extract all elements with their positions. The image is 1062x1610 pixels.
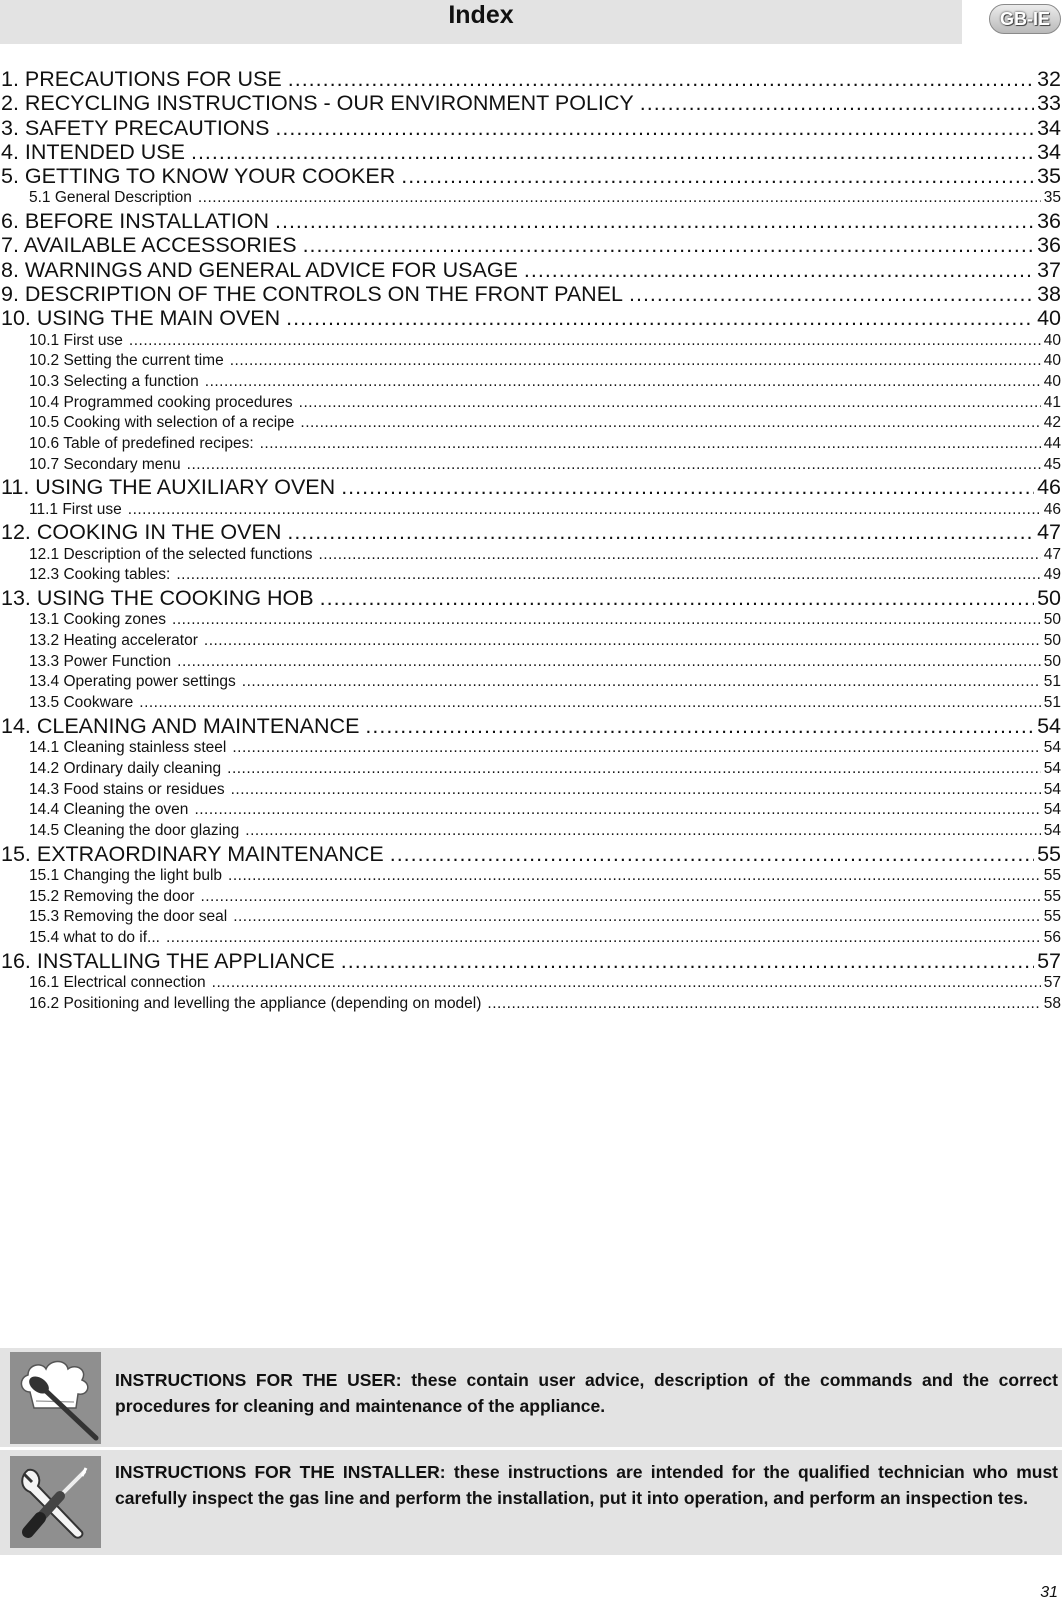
- toc-entry-page: 40: [1043, 331, 1061, 349]
- toc-entry-title: 11. USING THE AUXILIARY OVEN: [1, 475, 336, 500]
- toc-section-entry: [0, 164, 1062, 188]
- toc-entry-page: 33: [1037, 91, 1061, 116]
- toc-entry-page: 36: [1037, 209, 1061, 234]
- toc-leader-dots: [177, 652, 1041, 673]
- toc-leader-dots: [401, 164, 1034, 188]
- toc-section-entry: [0, 475, 1062, 499]
- toc-subsection-entry: [0, 393, 1062, 414]
- toc-subsection-entry: [0, 821, 1062, 842]
- toc-entry-title: 5. GETTING TO KNOW YOUR COOKER: [1, 164, 396, 189]
- toc-entry-page: 50: [1043, 652, 1061, 670]
- toc-subsection-entry: [0, 413, 1062, 434]
- toc-entry-title: 3. SAFETY PRECAUTIONS: [1, 115, 270, 140]
- toc-leader-dots: [194, 800, 1040, 821]
- toc-subsection-entry: [0, 672, 1062, 693]
- toc-subsection-entry: [0, 188, 1062, 209]
- toc-section-entry: [0, 949, 1062, 973]
- toc-entry-page: 51: [1043, 673, 1061, 691]
- toc-subsection-entry: [0, 351, 1062, 372]
- toc-section-entry: [0, 306, 1062, 330]
- toc-entry-page: 54: [1043, 801, 1061, 819]
- toc-leader-dots: [191, 140, 1034, 164]
- toc-subsection-entry: [0, 759, 1062, 780]
- toc-leader-dots: [288, 67, 1034, 91]
- toc-leader-dots: [187, 455, 1041, 476]
- toc-entry-page: 35: [1037, 164, 1061, 189]
- toc-section-entry: [0, 91, 1062, 115]
- table-of-contents: [0, 67, 1062, 1014]
- toc-leader-dots: [230, 351, 1041, 372]
- toc-leader-dots: [299, 393, 1041, 414]
- toc-entry-page: 54: [1043, 759, 1061, 777]
- toc-section-entry: [0, 233, 1062, 257]
- toc-leader-dots: [139, 693, 1040, 714]
- toc-leader-dots: [242, 672, 1041, 693]
- toc-subsection-entry: [0, 545, 1062, 566]
- toc-subsection-entry: [0, 565, 1062, 586]
- toc-leader-dots: [320, 586, 1034, 610]
- toc-section-entry: [0, 258, 1062, 282]
- toc-entry-title: 15. EXTRAORDINARY MAINTENANCE: [1, 841, 384, 866]
- toc-entry-page: 45: [1043, 455, 1061, 473]
- toc-entry-page: 55: [1037, 841, 1061, 866]
- toc-entry-title: 13. USING THE COOKING HOB: [1, 586, 314, 611]
- toc-section-entry: [0, 140, 1062, 164]
- toc-leader-dots: [166, 928, 1041, 949]
- toc-entry-title: 15.2 Removing the door: [29, 887, 195, 905]
- toc-leader-dots: [318, 545, 1040, 566]
- toc-entry-title: 15.3 Removing the door seal: [29, 908, 228, 926]
- toc-section-entry: [0, 586, 1062, 610]
- toc-leader-dots: [212, 973, 1041, 994]
- toc-subsection-entry: [0, 800, 1062, 821]
- toc-leader-dots: [204, 631, 1041, 652]
- toc-entry-title: 15.1 Changing the light bulb: [29, 866, 223, 884]
- toc-subsection-entry: [0, 994, 1062, 1015]
- toc-section-entry: [0, 209, 1062, 233]
- toc-leader-dots: [176, 565, 1040, 586]
- toc-entry-page: 41: [1043, 393, 1061, 411]
- toc-section-entry: [0, 520, 1062, 544]
- toc-leader-dots: [233, 907, 1041, 928]
- user-instructions-box: [0, 1348, 1062, 1447]
- toc-subsection-entry: [0, 372, 1062, 393]
- toc-entry-title: 13.3 Power Function: [29, 652, 172, 670]
- toc-leader-dots: [228, 866, 1041, 887]
- toc-leader-dots: [198, 188, 1041, 209]
- toc-entry-page: 36: [1037, 233, 1061, 258]
- toc-entry-title: 12. COOKING IN THE OVEN: [1, 520, 282, 545]
- toc-entry-page: 54: [1037, 713, 1061, 738]
- toc-entry-title: 1. PRECAUTIONS FOR USE: [1, 67, 282, 91]
- toc-entry-page: 32: [1037, 67, 1061, 91]
- toc-entry-title: 14.3 Food stains or residues: [29, 780, 225, 798]
- toc-entry-page: 54: [1043, 739, 1061, 757]
- toc-subsection-entry: [0, 887, 1062, 908]
- toc-entry-page: 47: [1037, 520, 1061, 545]
- toc-entry-page: 35: [1043, 189, 1061, 207]
- toc-entry-page: 55: [1043, 866, 1061, 884]
- toc-subsection-entry: [0, 780, 1062, 801]
- toc-entry-title: 16.1 Electrical connection: [29, 973, 206, 991]
- toc-subsection-entry: [0, 652, 1062, 673]
- toc-leader-dots: [205, 372, 1041, 393]
- toc-entry-title: 13.2 Heating accelerator: [29, 632, 198, 650]
- toc-entry-title: 5.1 General Description: [29, 189, 192, 207]
- toc-entry-title: 13.4 Operating power settings: [29, 673, 236, 691]
- toc-section-entry: [0, 842, 1062, 866]
- toc-leader-dots: [128, 500, 1041, 521]
- toc-entry-page: 50: [1043, 611, 1061, 629]
- toc-entry-title: 14.2 Ordinary daily cleaning: [29, 759, 222, 777]
- chef-hat-spoon-icon: [10, 1352, 101, 1444]
- toc-leader-dots: [129, 331, 1041, 352]
- toc-entry-page: 40: [1043, 373, 1061, 391]
- toc-entry-page: 55: [1043, 908, 1061, 926]
- toc-entry-title: 13.5 Cookware: [29, 694, 134, 712]
- toc-section-entry: [0, 116, 1062, 140]
- toc-entry-title: 14.5 Cleaning the door glazing: [29, 821, 240, 839]
- toc-entry-title: 10.2 Setting the current time: [29, 352, 224, 370]
- page-number: 31: [1040, 1584, 1058, 1601]
- toc-entry-page: 40: [1043, 352, 1061, 370]
- toc-entry-title: 10.5 Cooking with selection of a recipe: [29, 414, 295, 432]
- toc-entry-page: 46: [1043, 500, 1061, 518]
- toc-leader-dots: [524, 258, 1034, 282]
- toc-subsection-entry: [0, 907, 1062, 928]
- toc-section-entry: [0, 67, 1062, 91]
- toc-leader-dots: [200, 887, 1040, 908]
- toc-entry-page: 54: [1043, 780, 1061, 798]
- toc-subsection-entry: [0, 500, 1062, 521]
- toc-entry-title: 8. WARNINGS AND GENERAL ADVICE FOR USAGE: [1, 257, 518, 282]
- toc-entry-title: 10.4 Programmed cooking procedures: [29, 393, 293, 411]
- toc-entry-page: 57: [1037, 948, 1061, 973]
- toc-entry-title: 16. INSTALLING THE APPLIANCE: [1, 948, 335, 973]
- toc-entry-title: 14.4 Cleaning the oven: [29, 801, 189, 819]
- toc-entry-page: 34: [1037, 139, 1061, 164]
- toc-entry-page: 55: [1043, 887, 1061, 905]
- toc-entry-page: 38: [1037, 282, 1061, 307]
- toc-leader-dots: [487, 994, 1040, 1015]
- toc-entry-page: 46: [1037, 475, 1061, 500]
- toc-subsection-entry: [0, 973, 1062, 994]
- installer-instructions-box: [0, 1450, 1062, 1555]
- toc-entry-page: 49: [1043, 566, 1061, 584]
- toc-leader-dots: [390, 842, 1034, 866]
- toc-entry-title: 10. USING THE MAIN OVEN: [1, 306, 281, 331]
- toc-subsection-entry: [0, 434, 1062, 455]
- toc-leader-dots: [341, 475, 1034, 499]
- toc-entry-title: 11.1 First use: [29, 500, 122, 518]
- toc-entry-title: 14. CLEANING AND MAINTENANCE: [1, 713, 360, 738]
- toc-entry-title: 14.1 Cleaning stainless steel: [29, 739, 227, 757]
- toc-entry-page: 40: [1037, 306, 1061, 331]
- toc-entry-title: 16.2 Positioning and levelling the appliance (depending on model): [29, 994, 482, 1012]
- toc-entry-title: 10.3 Selecting a function: [29, 373, 199, 391]
- language-badge: GB-IE: [989, 4, 1061, 34]
- toc-entry-page: 34: [1037, 115, 1061, 140]
- toc-entry-title: 15.4 what to do if...: [29, 928, 160, 946]
- toc-entry-title: 10.1 First use: [29, 331, 123, 349]
- toc-entry-page: 57: [1043, 973, 1061, 991]
- toc-entry-page: 58: [1043, 994, 1061, 1012]
- toc-leader-dots: [172, 610, 1041, 631]
- toc-leader-dots: [227, 759, 1041, 780]
- toc-entry-title: 6. BEFORE INSTALLATION: [1, 209, 270, 234]
- toc-leader-dots: [300, 413, 1040, 434]
- toc-entry-page: 47: [1043, 545, 1061, 563]
- installer-instructions-text: INSTRUCTIONS FOR THE INSTALLER: these instructions are intended for the qualified technician who must carefully inspect the gas line and perform the installation, put it into operation, and perform an inspection tes.: [115, 1462, 1058, 1508]
- toc-entry-page: 51: [1043, 694, 1061, 712]
- toc-section-entry: [0, 714, 1062, 738]
- toc-leader-dots: [629, 282, 1034, 306]
- toc-subsection-entry: [0, 455, 1062, 476]
- toc-entry-title: 7. AVAILABLE ACCESSORIES: [1, 233, 297, 258]
- toc-subsection-entry: [0, 693, 1062, 714]
- toc-entry-title: 2. RECYCLING INSTRUCTIONS - OUR ENVIRONMENT POLICY: [1, 91, 634, 116]
- toc-leader-dots: [231, 780, 1041, 801]
- toc-entry-page: 54: [1043, 821, 1061, 839]
- toc-entry-page: 56: [1043, 928, 1061, 946]
- toc-leader-dots: [365, 714, 1034, 738]
- user-instructions-text: INSTRUCTIONS FOR THE USER: these contain user advice, description of the commands and the correct procedures for cleaning and maintenance of the appliance.: [115, 1370, 1058, 1416]
- toc-entry-title: 10.6 Table of predefined recipes:: [29, 435, 254, 453]
- toc-entry-title: 13.1 Cooking zones: [29, 611, 167, 629]
- toc-entry-page: 42: [1043, 414, 1061, 432]
- toc-entry-title: 12.1 Description of the selected functions: [29, 545, 313, 563]
- toc-entry-title: 4. INTENDED USE: [1, 139, 185, 164]
- toc-subsection-entry: [0, 928, 1062, 949]
- toc-entry-title: 9. DESCRIPTION OF THE CONTROLS ON THE FRONT PANEL: [1, 282, 623, 307]
- toc-leader-dots: [260, 434, 1041, 455]
- wrench-screwdriver-icon: [10, 1456, 101, 1548]
- toc-leader-dots: [245, 821, 1040, 842]
- page-title: Index: [448, 1, 514, 29]
- toc-entry-page: 37: [1037, 257, 1061, 282]
- toc-leader-dots: [275, 209, 1034, 233]
- toc-leader-dots: [275, 116, 1034, 140]
- toc-entry-page: 50: [1037, 586, 1061, 611]
- toc-subsection-entry: [0, 738, 1062, 759]
- toc-leader-dots: [341, 949, 1034, 973]
- toc-entry-page: 50: [1043, 632, 1061, 650]
- toc-leader-dots: [286, 306, 1034, 330]
- toc-entry-page: 44: [1043, 435, 1061, 453]
- toc-subsection-entry: [0, 866, 1062, 887]
- toc-entry-title: 12.3 Cooking tables:: [29, 566, 171, 584]
- toc-leader-dots: [232, 738, 1040, 759]
- toc-leader-dots: [303, 233, 1035, 257]
- toc-entry-title: 10.7 Secondary menu: [29, 455, 181, 473]
- toc-leader-dots: [640, 91, 1034, 115]
- toc-leader-dots: [287, 520, 1034, 544]
- toc-section-entry: [0, 282, 1062, 306]
- toc-subsection-entry: [0, 610, 1062, 631]
- toc-subsection-entry: [0, 631, 1062, 652]
- toc-subsection-entry: [0, 331, 1062, 352]
